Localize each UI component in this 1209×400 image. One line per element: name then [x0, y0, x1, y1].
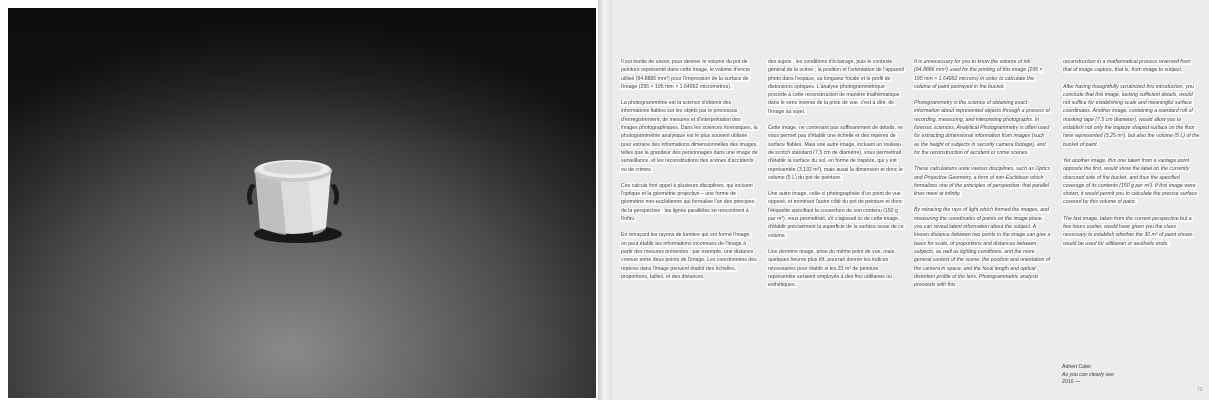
- text-column-french-1: [620, 58, 758, 289]
- credit-author: Adrien Cater: [1062, 364, 1092, 370]
- paragraph: By retracing the rays of light which formed the images, and measuring the coordinates of points on the image plane, you can reveal latent information about the subject. A known distance between two points in the image can give a basis for scale, of proportions and distances between subjects, as well as lighting conditions, and the more general context of the scene: the position and orientation of the camera in space, and the focal length and optical distortion profile of the lens. Photogrammetric analysis proceeds with this: [914, 207, 1051, 289]
- text-column-french-2: [767, 58, 905, 297]
- paragraph: En retraçant les rayons de lumière qui ont formé l'image, on peut établir les informations inconnues de l'image à partir des mesures présentes ; par exemple, une distance connue entre deux points de l'image. Les coordonnées des repères dans l'image peuvent établir des échelles, proportions, tailles, et des distances: [621, 232, 757, 280]
- paragraph: Ces calculs font appel à plusieurs disciplines, qui incluent l'optique et la géométrie projective – une forme de géométrie non-euclidienne qui formalise l'un des principes de la perspective : les lignes parallèles se rencontrent à l'infini.: [621, 182, 755, 223]
- paragraph: Il est inutile de savoir, pour deviner le volume du pot de peinture représenté dans cette image, le volume d'encre utilisé (94.8886 mm³) pour l'impression de la surface de l'image (295 × 195 mm × 1.64952 micromètres).: [621, 59, 751, 90]
- text-column-english-2: [1062, 58, 1200, 256]
- text-column-english-1: [913, 58, 1051, 297]
- paragraph: reconstruction in a mathematical process reversed from that of image capture, that is, from image to subject.: [1063, 59, 1191, 74]
- credit-title: As you can clearly see: [1062, 371, 1114, 378]
- bucket-handle-left: [247, 184, 256, 205]
- paint-bucket-photo: [8, 8, 596, 398]
- paragraph: The last image, taken from the current perspective but a few hours earlier, would have given you the clues necessary to establish whether the 30 m² of paint shown would be used for utilitarian or aesthetic ends.: [1063, 215, 1193, 247]
- paint-surface: [263, 162, 323, 175]
- paragraph: Photogrammetry is the science of obtaining exact information about represented objects through a process of recording, measuring, and interpreting photographs. In forensic sciences, Analytical Photogrammetry is often used for extracting dimensional information from images (such as the height of subjects in security camera footage), and for the reconstruction of accident or crime scenes.: [914, 100, 1050, 156]
- artwork-credit: [1062, 364, 1202, 387]
- page-number: 73: [1197, 387, 1203, 393]
- paragraph: Yet another image, this one taken from a vantage point opposite the first, would show the label on the currently obscured side of the bucket, and thus the specified coverage of its contents (150 g per m²). If this image were shown, it would permit you to calculate the precise surface covered by this volume of paint.: [1063, 157, 1198, 206]
- book-gutter: [598, 0, 612, 400]
- credit-year: 2010 —: [1062, 379, 1081, 385]
- bucket-handle-right: [330, 184, 339, 205]
- paragraph: These calculations unite various disciplines, such as Optics and Projective Geometry, a form of non-Euclidean which formalizes one of the principles of perspective: that parallel lines meet at infinity.: [914, 166, 1051, 198]
- paragraph: Cette image, ne contenant pas suffisamment de détails, ne vous permet pas d'établir une échelle et des repères de surface fiables. Mais une autre image, incluant un rouleau de scotch standard (7,5 cm de diamètre), vous permettrait d'établir la surface du sol, en forme de trapèze, qui y est représentée (3.192 m²), mais aussi la dimension et donc le volume (5 L) du pot de peinture.: [768, 125, 904, 181]
- paragraph: des sujets ; les conditions d'éclairage, puis le contexte général de la scène ; la position et l'orientation de l'appareil photo dans l'espace, sa longueur focale et le profil de distorsions optiques. L'analyse photogrammétrique procède à cette reconstruction de manière mathématique dans le sens inverse de la prise de vue, c'est à dire, de l'image au sujet.: [768, 59, 904, 115]
- paragraph: Une autre image, celle-ci photographiée d'un point de vue opposé, et montrant l'autre côté du pot de peinture et donc l'étiquette spécifiant la couverture de son contenu (150 g par m²), vous permettrait, s'il s'agissait ici de cette image, d'établir précisément la superficie de la surface issue de ce volume.: [768, 191, 904, 239]
- paragraph: It is unnecessary for you to know the volume of ink (94.8886 mm³) used for the printing of this image (295 × 195 mm × 1.64952 microns) in order to calculate the volume of paint portrayed in the bucket.: [914, 59, 1043, 90]
- paragraph: La photogrammétrie est la science d'obtenir des informations fiables sur les objets par le processus d'enregistrement, de mesures et d'interprétation des images photographiques. Dans les sciences forensiques, la photogrammétrie analytique est le plus souvent utilisée pour extraire des informations dimensionnelles des images, telles que la grandeur des personnages dans une image de surveillance, et les reconstitutions des scènes d'accidents ou de crimes.: [621, 100, 758, 173]
- paragraph: Une dernière image, prise du même point de vue, mais quelques heures plus tôt, pourrait donner les indices nécessaires pour établir si les 33 m² de peinture représentée seraient employés à des fins utilitaires ou esthétiques.: [768, 248, 895, 289]
- right-page: [612, 0, 1209, 400]
- paragraph: After having thoughtfully scrutinized this introduction, you conclude that this image, lacking sufficient details, would not suffice for establishing scale and meaningful surface coordinates. Another image, containing a standard roll of masking tape (7.5 cm diameter), would allow you to establish not only the trapeze shaped surface on the floor here represented (3.25 m²), but also the volume (5 L) of the bucket of paint.: [1063, 83, 1200, 148]
- paint-bucket-illustration: [8, 8, 596, 398]
- left-page: [0, 0, 604, 400]
